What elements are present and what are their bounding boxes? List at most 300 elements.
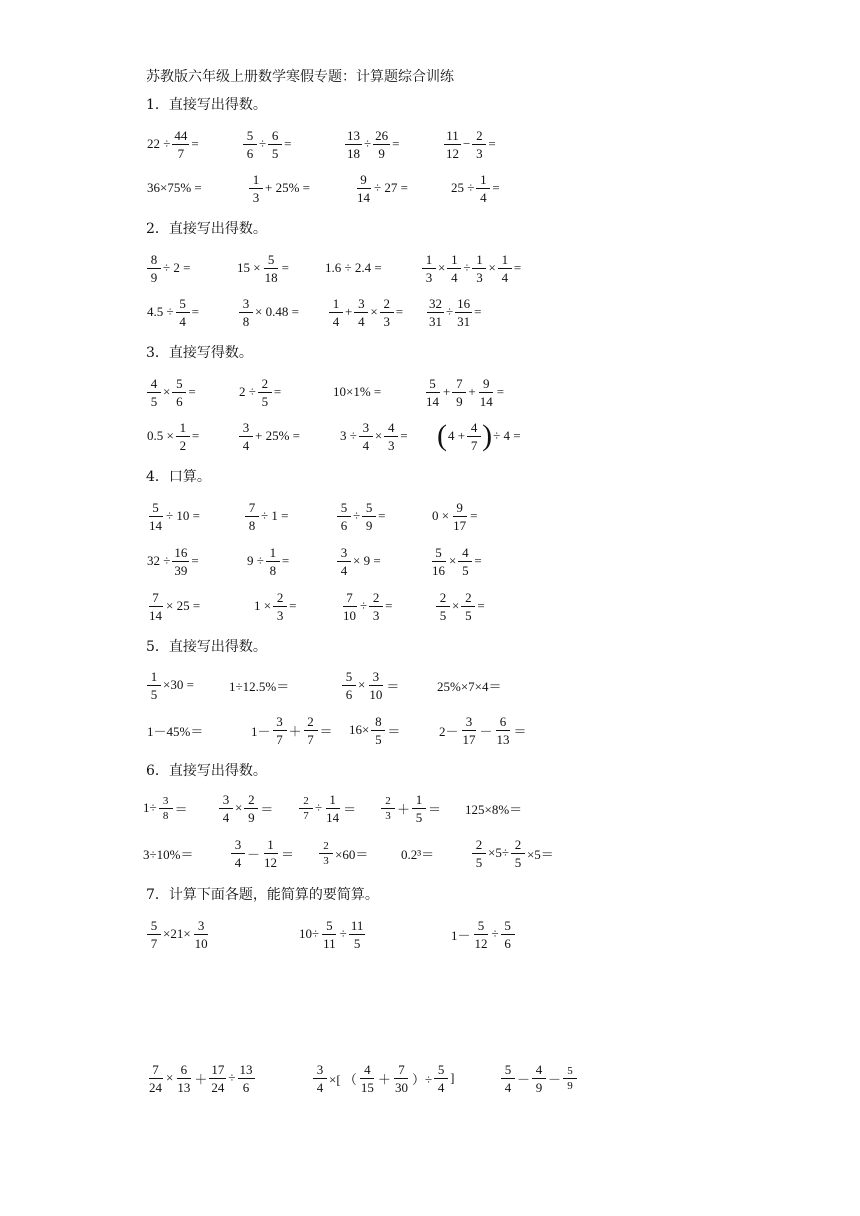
numerator: 4 xyxy=(360,1062,374,1079)
math-problem xyxy=(332,370,382,414)
math-problem xyxy=(318,831,369,875)
math-problem xyxy=(218,786,274,830)
denominator: 13 xyxy=(496,731,510,747)
section-heading: 6．直接写出得数。 xyxy=(146,763,267,779)
expression-text: ÷ xyxy=(360,598,368,613)
numerator: 3 xyxy=(273,714,287,731)
expression-text: ＝ xyxy=(513,723,527,739)
fraction xyxy=(345,128,362,161)
denominator: 5 xyxy=(462,562,469,578)
denominator: 3 xyxy=(276,607,284,623)
expression-text: = xyxy=(496,384,505,399)
numerator: 7 xyxy=(394,1062,408,1079)
fraction xyxy=(337,545,351,578)
denominator: 4 xyxy=(222,809,230,825)
numerator: 5 xyxy=(147,918,161,935)
fraction xyxy=(172,545,189,578)
expression-text: = xyxy=(477,598,485,613)
problem-row xyxy=(0,708,860,752)
expression-text: × xyxy=(449,553,457,568)
denominator: 7 xyxy=(303,809,309,822)
fraction xyxy=(244,792,258,825)
numerator: 11 xyxy=(350,917,364,933)
expression-text: 1 × xyxy=(254,598,272,613)
problem-row xyxy=(0,290,860,334)
expression-text: = xyxy=(513,260,522,275)
math-problem xyxy=(146,539,200,583)
math-problem xyxy=(450,166,501,210)
math-problem xyxy=(354,166,409,210)
fraction xyxy=(337,500,351,533)
numerator: 32 xyxy=(429,295,442,311)
denominator: 4 xyxy=(501,269,509,285)
numerator: 2 xyxy=(472,837,486,854)
math-problem xyxy=(400,831,435,875)
fraction xyxy=(501,918,515,951)
denominator: 5 xyxy=(150,393,158,409)
expression-text: 2－ xyxy=(439,723,459,739)
expression-text: ＝ xyxy=(387,723,401,739)
expression-text: － xyxy=(517,1071,531,1087)
fraction xyxy=(172,128,189,161)
expression-text: ＝ xyxy=(343,801,357,817)
fraction xyxy=(422,252,436,285)
expression-text: ÷ xyxy=(353,508,361,523)
fraction xyxy=(461,714,478,747)
denominator: 6 xyxy=(242,1079,250,1095)
expression-text: = xyxy=(470,508,478,523)
numerator: 1 xyxy=(266,545,280,562)
denominator: 12 xyxy=(474,935,488,951)
numerator: 5 xyxy=(501,1062,515,1079)
denominator: 15 xyxy=(360,1079,374,1095)
denominator: 12 xyxy=(264,854,278,870)
math-problem xyxy=(436,663,503,707)
section-heading: 1．直接写出得数。 xyxy=(146,97,267,113)
expression-text: = xyxy=(281,260,289,275)
denominator: 39 xyxy=(174,562,188,578)
expression-text: 9 ÷ xyxy=(247,553,264,568)
numerator: 5 xyxy=(474,918,488,935)
numerator: 5 xyxy=(176,296,190,313)
denominator: 8 xyxy=(162,809,169,822)
math-problem xyxy=(336,494,386,538)
section-heading: 7．计算下面各题，能简算的要简算。 xyxy=(146,887,379,903)
fraction xyxy=(355,172,372,205)
numerator: 2 xyxy=(369,590,383,607)
math-problem xyxy=(423,370,505,414)
fraction xyxy=(393,1062,410,1095)
fraction xyxy=(273,714,287,747)
fraction xyxy=(451,500,468,533)
numerator: 2 xyxy=(319,840,333,854)
expression-text: 4.5 ÷ xyxy=(147,304,174,319)
numerator: 13 xyxy=(239,1061,253,1077)
numerator: 7 xyxy=(245,500,259,517)
denominator: 14 xyxy=(479,393,493,409)
expression-text: ÷ xyxy=(491,926,499,941)
expression-text: × 9 = xyxy=(353,553,381,568)
numerator: 9 xyxy=(357,172,371,189)
math-problem xyxy=(438,708,528,752)
denominator: 16 xyxy=(432,562,445,578)
fraction xyxy=(434,1062,448,1095)
math-problem xyxy=(421,246,522,290)
expression-text: 25%×7×4＝ xyxy=(437,678,502,694)
numerator: 1 xyxy=(326,792,340,809)
denominator: 5 xyxy=(271,145,279,161)
numerator: 3 xyxy=(219,792,233,809)
expression-text: ÷ 27 = xyxy=(374,180,408,195)
numerator: 3 xyxy=(194,918,208,935)
expression-text: = xyxy=(392,136,400,151)
numerator: 4 xyxy=(147,376,161,393)
fraction xyxy=(359,1062,376,1095)
math-problem xyxy=(344,122,400,166)
fraction xyxy=(238,1062,255,1095)
denominator: 18 xyxy=(264,269,278,285)
fraction xyxy=(176,296,190,329)
fraction xyxy=(367,669,384,702)
math-problem xyxy=(146,246,191,290)
fraction xyxy=(147,918,161,951)
expression-text: 25 ÷ xyxy=(451,180,475,195)
math-problem xyxy=(328,290,404,334)
page-title: 苏教版六年级上册数学寒假专题：计算题综合训练 xyxy=(146,69,454,85)
fraction xyxy=(172,376,186,409)
problem-row xyxy=(0,494,860,538)
numerator: 5 xyxy=(563,1065,577,1079)
denominator: 12 xyxy=(446,145,459,161)
denominator: 4 xyxy=(234,854,242,870)
fraction xyxy=(219,792,233,825)
numerator: 2 xyxy=(461,590,475,607)
denominator: 14 xyxy=(149,607,162,623)
math-problem xyxy=(146,708,204,752)
expression-text: = xyxy=(191,136,199,151)
expression-text: ＝ xyxy=(428,801,442,817)
expression-text: ＋ xyxy=(397,801,411,817)
math-problem xyxy=(146,663,195,707)
denominator: 5 xyxy=(439,607,447,623)
fraction xyxy=(341,590,358,623)
numerator: 5 xyxy=(149,500,163,517)
denominator: 31 xyxy=(457,313,471,329)
expression-text: 16× xyxy=(349,722,370,737)
numerator: 8 xyxy=(371,714,385,731)
fraction xyxy=(412,792,426,825)
denominator: 4 xyxy=(437,1079,445,1095)
problem-row xyxy=(0,912,860,956)
fraction xyxy=(563,1065,577,1092)
denominator: 17 xyxy=(462,731,476,747)
fraction xyxy=(258,376,272,409)
expression-text: ÷ xyxy=(339,926,347,941)
expression-text: = xyxy=(395,304,404,319)
numerator: 5 xyxy=(501,918,515,935)
fraction xyxy=(381,795,395,822)
denominator: 4 xyxy=(242,437,250,453)
numerator: 17 xyxy=(211,1061,225,1077)
numerator: 1 xyxy=(498,252,512,269)
denominator: 3 xyxy=(323,854,329,867)
math-problem xyxy=(146,414,200,458)
fraction xyxy=(472,837,486,870)
numerator: 4 xyxy=(458,545,472,562)
denominator: 3 xyxy=(476,269,483,285)
numerator: 1 xyxy=(329,296,343,313)
numerator: 7 xyxy=(149,1062,163,1079)
expression-text: × xyxy=(374,428,383,443)
numerator: 5 xyxy=(243,128,257,145)
numerator: 3 xyxy=(337,545,351,562)
fraction xyxy=(231,837,245,870)
expression-text: = xyxy=(281,553,290,568)
math-problem xyxy=(236,246,290,290)
expression-text: ÷ 1 = xyxy=(261,508,289,523)
expression-text: 10×1% = xyxy=(333,384,382,399)
fraction xyxy=(369,590,383,623)
numerator: 8 xyxy=(147,252,161,269)
denominator: 13 xyxy=(177,1079,191,1095)
problem-row xyxy=(0,166,860,210)
math-problem xyxy=(244,494,289,538)
fraction xyxy=(147,590,164,623)
numerator: 2 xyxy=(244,792,258,809)
fraction xyxy=(458,545,472,578)
denominator: 10 xyxy=(194,935,208,951)
numerator: 1 xyxy=(412,792,426,809)
math-problem xyxy=(324,246,383,290)
expression-text: 3 ÷ xyxy=(340,428,357,443)
expression-text: ）÷ xyxy=(411,1071,433,1087)
expression-text: = xyxy=(273,384,282,399)
numerator: 3 xyxy=(359,420,373,437)
denominator: 5 xyxy=(475,854,483,870)
denominator: 3 xyxy=(476,145,483,161)
expression-text: × 0.48 = xyxy=(255,304,299,319)
numerator: 5 xyxy=(432,545,446,562)
numerator: 5 xyxy=(264,252,278,269)
denominator: 3 xyxy=(425,269,433,285)
numerator: 4 xyxy=(467,420,481,437)
denominator: 10 xyxy=(369,686,383,702)
math-problem xyxy=(339,414,409,458)
denominator: 6 xyxy=(345,686,353,702)
denominator: 6 xyxy=(176,393,183,409)
expression-text: × xyxy=(163,384,171,399)
fraction xyxy=(501,1062,515,1095)
math-problem xyxy=(238,414,301,458)
fraction xyxy=(424,376,441,409)
fraction xyxy=(268,128,282,161)
numerator: 7 xyxy=(149,590,163,607)
parenthesis: ( xyxy=(437,419,447,452)
numerator: 1 xyxy=(147,669,161,686)
expression-text: 2 ÷ xyxy=(239,384,256,399)
math-problem xyxy=(431,494,478,538)
numerator: 1 xyxy=(447,252,461,269)
problem-row xyxy=(0,831,860,875)
numerator: 5 xyxy=(426,376,440,393)
denominator: 9 xyxy=(378,145,385,161)
numerator: 5 xyxy=(362,500,376,517)
expression-text: 1÷ xyxy=(143,800,157,815)
numerator: 1 xyxy=(472,252,486,269)
expression-text: × xyxy=(452,598,460,613)
math-problem xyxy=(238,290,300,334)
expression-text: = xyxy=(385,598,393,613)
fraction xyxy=(266,545,280,578)
fraction xyxy=(354,296,368,329)
denominator: 9 xyxy=(456,393,463,409)
section-heading: 4．口算。 xyxy=(146,469,211,485)
math-problem xyxy=(228,663,290,707)
fraction xyxy=(452,376,466,409)
fraction xyxy=(473,918,490,951)
fraction xyxy=(472,128,486,161)
expression-text: － xyxy=(247,846,261,862)
fraction xyxy=(239,420,253,453)
denominator: 4 xyxy=(451,269,458,285)
fraction xyxy=(436,590,450,623)
numerator: 3 xyxy=(239,296,253,313)
denominator: 9 xyxy=(248,809,255,825)
fraction xyxy=(342,669,356,702)
numerator: 2 xyxy=(511,837,525,854)
expression-text: ÷ 4 = xyxy=(493,428,521,443)
denominator: 10 xyxy=(343,607,356,623)
expression-text: 3÷10%＝ xyxy=(143,846,194,862)
fraction xyxy=(380,296,394,329)
fraction xyxy=(532,1062,546,1095)
expression-text: ＋ xyxy=(288,723,302,739)
denominator: 14 xyxy=(149,517,162,533)
expression-text: ÷ xyxy=(463,260,471,275)
denominator: 4 xyxy=(480,189,487,205)
numerator: 13 xyxy=(347,127,360,143)
fraction xyxy=(239,296,253,329)
denominator: 17 xyxy=(453,517,467,533)
denominator: 3 xyxy=(383,313,390,329)
math-problem xyxy=(146,1056,256,1100)
denominator: 3 xyxy=(387,437,395,453)
denominator: 8 xyxy=(242,313,250,329)
expression-text: ×60＝ xyxy=(335,846,369,862)
expression-text: = xyxy=(191,304,199,319)
numerator: 3 xyxy=(159,795,173,809)
expression-text: = xyxy=(191,553,199,568)
math-problem xyxy=(500,1056,578,1100)
fraction xyxy=(321,918,338,951)
denominator: 3 xyxy=(385,809,391,822)
expression-text: + 25% = xyxy=(255,428,300,443)
fraction xyxy=(478,376,495,409)
fraction xyxy=(472,252,486,285)
fraction xyxy=(349,918,366,951)
numerator: 2 xyxy=(273,590,287,607)
parenthesis: ) xyxy=(482,419,493,452)
denominator: 18 xyxy=(347,145,360,161)
denominator: 7 xyxy=(276,731,283,747)
math-problem xyxy=(230,831,295,875)
numerator: 3 xyxy=(239,420,253,437)
problem-row xyxy=(0,414,860,458)
denominator: 11 xyxy=(323,935,336,951)
expression-text: 15 × xyxy=(237,260,261,275)
fraction xyxy=(263,252,280,285)
expression-text: 1－ xyxy=(251,723,271,739)
fraction xyxy=(362,500,376,533)
expression-text: + xyxy=(345,304,353,319)
math-problem xyxy=(242,122,292,166)
denominator: 3 xyxy=(372,607,380,623)
denominator: 8 xyxy=(248,517,256,533)
expression-text: 10÷ xyxy=(299,926,320,941)
denominator: 7 xyxy=(470,437,478,453)
expression-text: ÷ 10 = xyxy=(166,508,200,523)
denominator: 9 xyxy=(365,517,373,533)
math-problem xyxy=(142,786,189,830)
problem-row xyxy=(0,122,860,166)
expression-text: + xyxy=(468,384,476,399)
expression-text: 0.2³＝ xyxy=(401,846,435,862)
expression-text: 1－ xyxy=(451,927,471,943)
numerator: 26 xyxy=(375,127,389,143)
numerator: 44 xyxy=(174,127,188,143)
fraction xyxy=(304,714,318,747)
numerator: 7 xyxy=(343,590,357,607)
math-problem xyxy=(336,539,382,583)
expression-text: 1÷12.5%＝ xyxy=(229,678,290,694)
math-problem xyxy=(142,831,194,875)
expression-text: × 25 = xyxy=(166,598,201,613)
math-problem xyxy=(426,290,482,334)
denominator: 5 xyxy=(150,686,158,702)
denominator: 14 xyxy=(326,809,340,825)
expression-text: ＝ xyxy=(386,678,400,694)
expression-text: ×5÷ xyxy=(488,845,509,860)
numerator: 9 xyxy=(453,500,467,517)
expression-text: = xyxy=(474,553,482,568)
expression-text: 1.6 ÷ 2.4 = xyxy=(325,260,382,275)
expression-text: = xyxy=(474,304,482,319)
problem-row xyxy=(0,246,860,290)
denominator: 5 xyxy=(353,935,361,951)
fraction xyxy=(371,714,385,747)
fraction xyxy=(249,172,263,205)
fraction xyxy=(447,252,461,285)
problem-row xyxy=(0,584,860,628)
expression-text: 36×75% = xyxy=(147,180,202,195)
fraction xyxy=(147,500,164,533)
fraction xyxy=(147,252,161,285)
expression-text: ×5＝ xyxy=(526,846,554,862)
math-problem xyxy=(146,912,211,956)
expression-text: = xyxy=(400,428,408,443)
denominator: 5 xyxy=(514,854,522,870)
numerator: 2 xyxy=(299,795,313,809)
denominator: 8 xyxy=(269,562,277,578)
denominator: 5 xyxy=(375,731,382,747)
denominator: 4 xyxy=(362,437,370,453)
fraction xyxy=(175,1062,192,1095)
expression-text: ＋ xyxy=(194,1071,208,1087)
denominator: 6 xyxy=(246,145,254,161)
expression-text: ÷ xyxy=(259,136,267,151)
numerator: 5 xyxy=(342,669,356,686)
fraction xyxy=(243,128,257,161)
